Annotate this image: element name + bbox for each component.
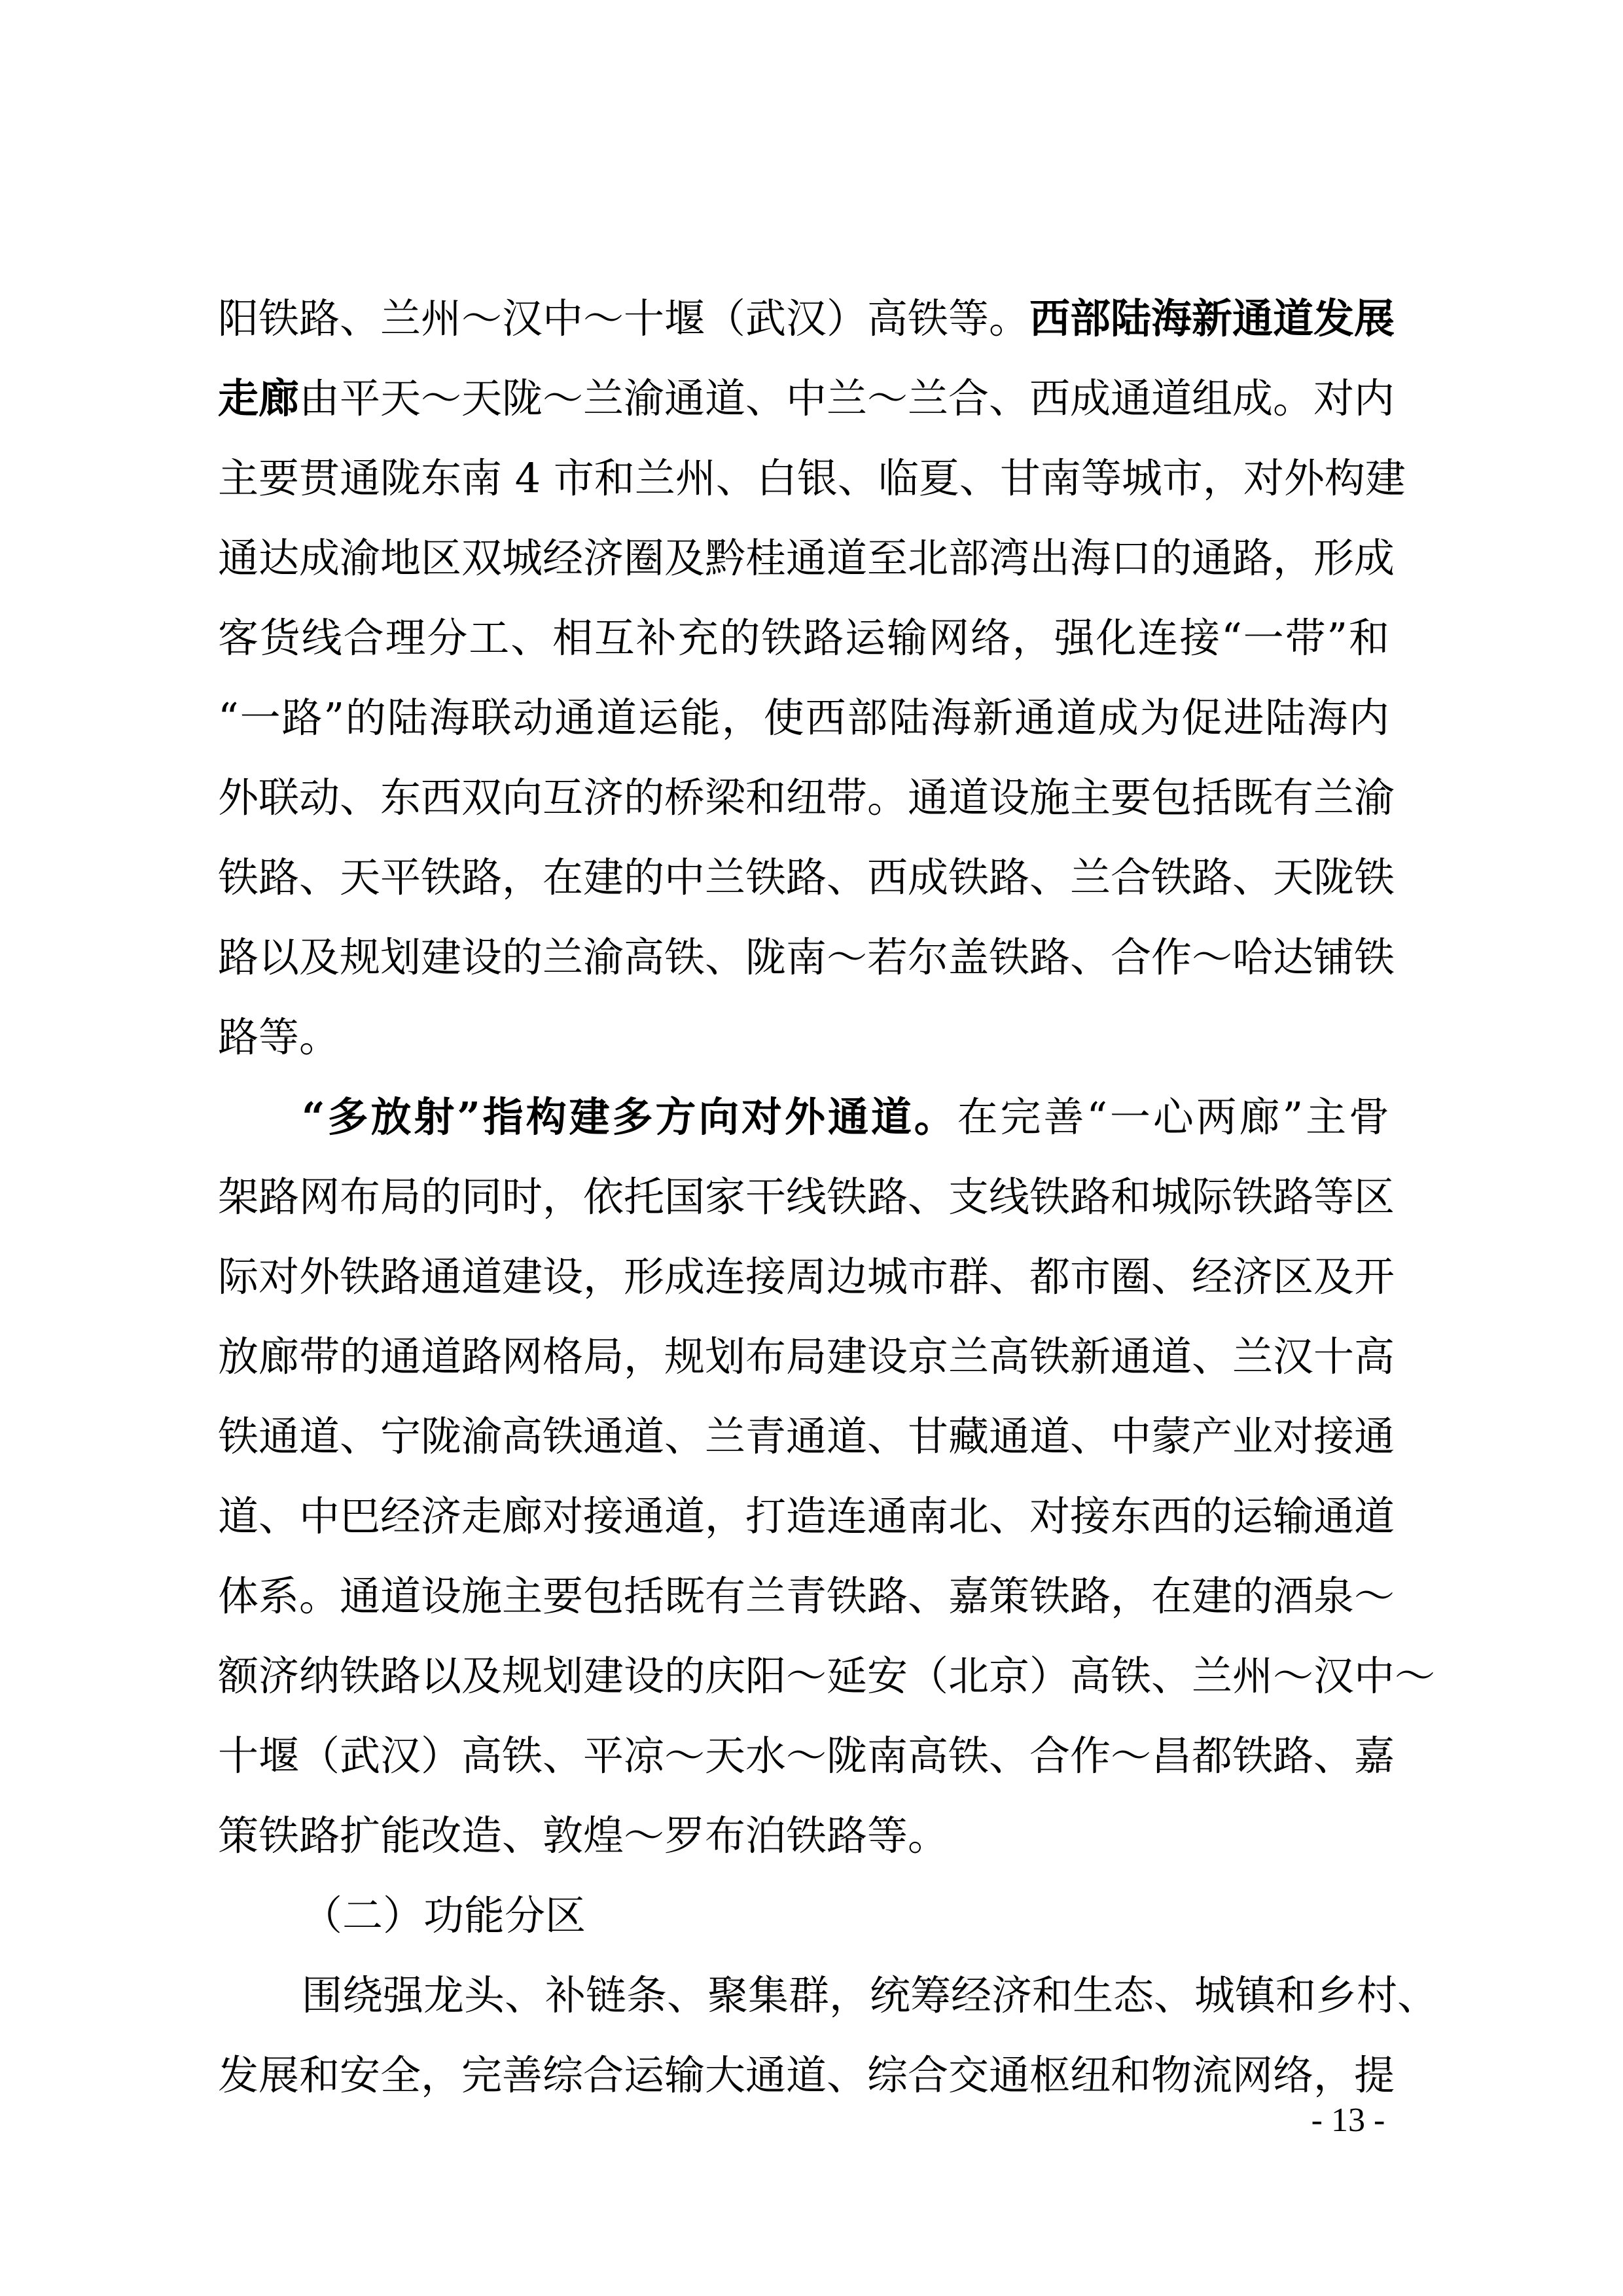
text-run: 道、中巴经济走廊对接通道，打造连通南北、对接东西的运输通道 [218, 1492, 1395, 1540]
text-line [218, 2045, 1395, 2125]
page-number: - 13 - [1311, 2102, 1385, 2139]
text-run: 架路网布局的同时，依托国家干线铁路、支线铁路和城际铁路等区 [218, 1173, 1395, 1221]
text-line [218, 1246, 1395, 1326]
text-line [218, 288, 1395, 368]
text-line [218, 368, 1395, 448]
text-run: 路以及规划建设的兰渝高铁、陇南～若尔盖铁路、合作～哈达铺铁 [218, 933, 1395, 981]
text-line [218, 1166, 1395, 1246]
text-run: 发展和安全，完善综合运输大通道、综合交通枢纽和物流网络，提 [218, 2051, 1395, 2099]
text-run: 际对外铁路通道建设，形成连接周边城市群、都市圈、经济区及开 [218, 1253, 1395, 1300]
text-line [218, 1725, 1395, 1805]
text-line [218, 847, 1395, 927]
text-run: 围绕强龙头、补链条、聚集群，统筹经济和生态、城镇和乡村、 [302, 1971, 1438, 2019]
text-run: 放廊带的通道路网格局，规划布局建设京兰高铁新通道、兰汉十高 [218, 1333, 1395, 1380]
text-run: 体系。通道设施主要包括既有兰青铁路、嘉策铁路，在建的酒泉～ [218, 1572, 1395, 1620]
text-run: 在完善“一心两廊”主骨 [957, 1093, 1389, 1141]
text-line [218, 1406, 1395, 1486]
paragraph-zoning-intro [218, 1965, 1438, 2125]
paragraph-west-land-sea-corridor [218, 288, 1406, 1086]
text-run: “一路”的陆海联动通道运能，使西部陆海新通道成为促进陆海内 [218, 694, 1389, 742]
text-run: 主要贯通陇东南 4 市和兰州、白银、临夏、甘南等城市，对外构建 [218, 454, 1406, 502]
text-line [218, 1007, 1389, 1086]
bold-lead-sentence: “多放射”指构建多方向对外通道。 [302, 1093, 957, 1141]
section-heading [218, 1885, 1389, 1965]
heading-text: （二）功能分区 [302, 1892, 586, 1939]
text-run: 客货线合理分工、相互补充的铁路运输网络，强化连接“一带”和 [218, 614, 1389, 662]
text-run: 策铁路扩能改造、敦煌～罗布泊铁路等。 [218, 1812, 949, 1859]
text-line [218, 1805, 1389, 1885]
text-line [218, 1486, 1395, 1566]
text-line [218, 927, 1395, 1007]
text-line [218, 1326, 1395, 1406]
text-line [218, 1965, 1438, 2045]
text-run: 路等。 [218, 1013, 340, 1061]
text-line [218, 687, 1389, 767]
section-heading-functional-zoning [218, 1885, 1389, 1965]
text-run: 铁通道、宁陇渝高铁通道、兰青通道、甘藏通道、中蒙产业对接通 [218, 1412, 1395, 1460]
text-run: 十堰（武汉）高铁、平凉～天水～陇南高铁、合作～昌都铁路、嘉 [218, 1732, 1395, 1780]
text-line [218, 448, 1406, 528]
paragraph-multi-radiation [218, 1086, 1436, 1885]
text-line [218, 1645, 1436, 1725]
text-run: 额济纳铁路以及规划建设的庆阳～延安（北京）高铁、兰州～汉中～ [218, 1652, 1436, 1700]
text-line [218, 767, 1395, 847]
text-line [218, 528, 1395, 607]
text-line [218, 607, 1389, 687]
text-run: 外联动、东西双向互济的桥梁和纽带。通道设施主要包括既有兰渝 [218, 774, 1395, 821]
text-run: 阳铁路、兰州～汉中～十堰（武汉）高铁等。 [218, 295, 1030, 342]
body-text [218, 288, 1438, 2125]
text-line [218, 1086, 1389, 1166]
text-line [218, 1566, 1395, 1645]
bold-term-corridor: 走廊 [218, 374, 300, 422]
bold-term-west-land-sea-corridor: 西部陆海新通道发展 [1029, 295, 1395, 342]
text-run: 由平天～天陇～兰渝通道、中兰～兰合、西成通道组成。对内 [299, 374, 1395, 422]
text-run: 通达成渝地区双城经济圈及黔桂通道至北部湾出海口的通路，形成 [218, 534, 1395, 582]
text-run: 铁路、天平铁路，在建的中兰铁路、西成铁路、兰合铁路、天陇铁 [218, 853, 1395, 901]
